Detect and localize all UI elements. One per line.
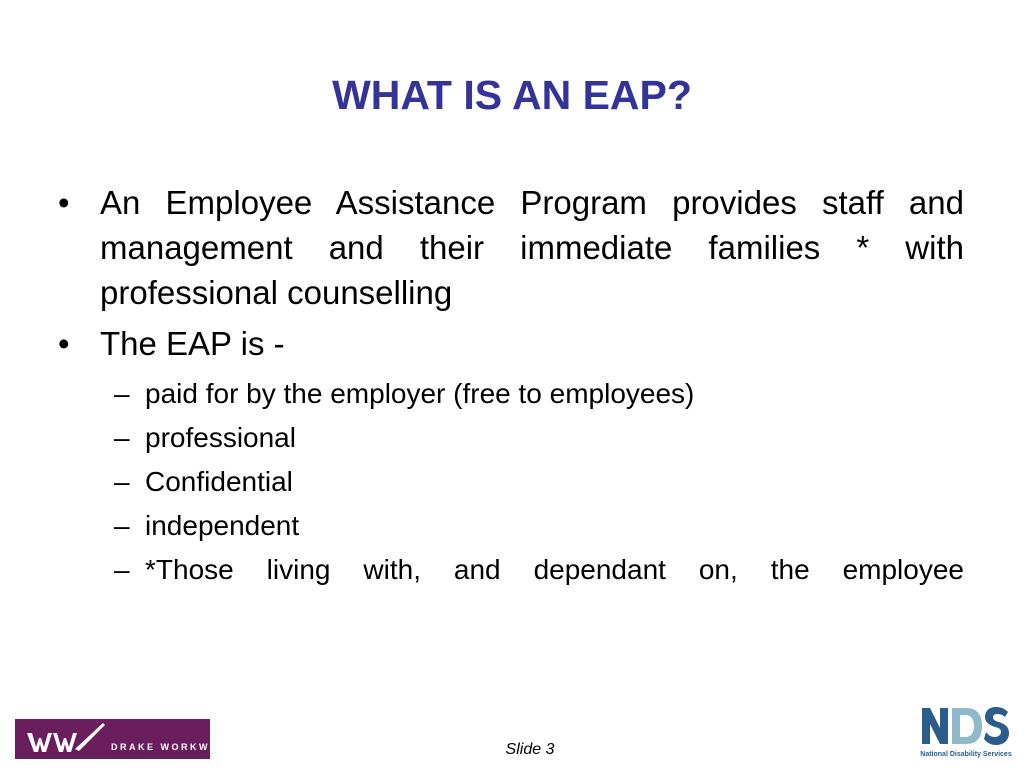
sub-bullet-marker: – <box>114 466 130 497</box>
nds-logo <box>918 704 1014 760</box>
slide-body <box>56 180 964 592</box>
sub-bullet-text: independent <box>145 510 300 541</box>
sub-bullet-item <box>56 372 964 416</box>
bullet-text: An Employee Assistance Program provides staff and management and their immediate families * with professional counselling <box>100 184 964 311</box>
bullet-item <box>56 321 964 366</box>
sub-bullet-marker: – <box>114 510 130 541</box>
bullet-marker: • <box>58 184 70 221</box>
sub-bullet-text: paid for by the employer (free to employees) <box>145 378 695 409</box>
sub-bullet-text: *Those living with, and dependant on, the employee <box>145 554 964 585</box>
sub-bullet-item <box>56 548 964 592</box>
sub-bullet-list <box>56 372 964 592</box>
sub-bullet-item <box>56 416 964 460</box>
sub-bullet-text: professional <box>145 422 296 453</box>
drake-workwise-text: DRAKE WORKWISE <box>111 742 232 752</box>
slide-title: WHAT IS AN EAP? <box>332 72 692 118</box>
sub-bullet-marker: – <box>114 422 130 453</box>
bullet-text: The EAP is - <box>100 325 285 362</box>
sub-bullet-marker: – <box>114 554 130 585</box>
slide-number: Slide 3 <box>505 741 555 758</box>
sub-bullet-item <box>56 460 964 504</box>
sub-bullet-text: Confidential <box>145 466 293 497</box>
bullet-marker: • <box>58 325 70 362</box>
bullet-item <box>56 180 964 315</box>
nds-mark-icon <box>918 704 1014 748</box>
sub-bullet-marker: – <box>114 378 130 409</box>
drake-workwise-logo <box>15 719 232 759</box>
nds-caption: National Disability Services <box>920 751 1012 758</box>
sub-bullet-item <box>56 504 964 548</box>
